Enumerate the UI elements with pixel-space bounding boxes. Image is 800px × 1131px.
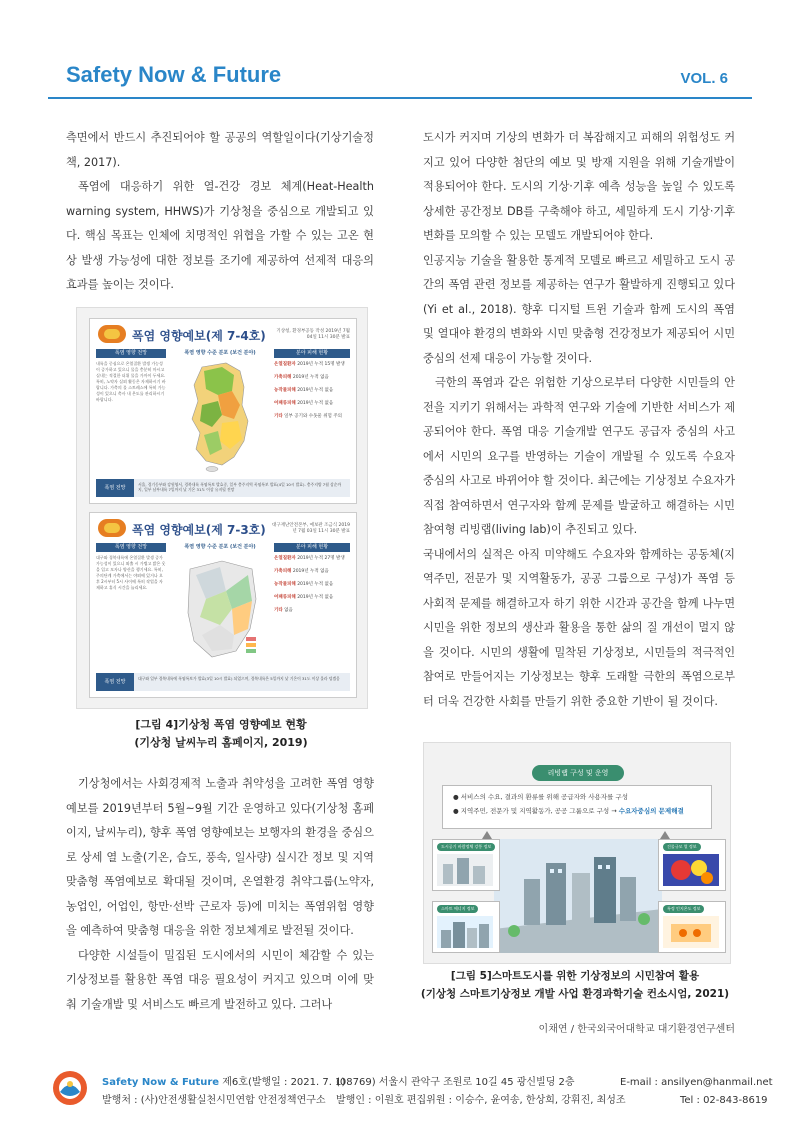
left-text: 대구와 경북내륙에 온열질환 발생 증가 가능성이 있으니 외출 시 가볍고 밝은 옷을 입고 모자나 양산을 챙기세요. 특히, 주의단계 가축에서는 야외에 있거나 오후 2시부터 5시 사이에 특히 작업을 자제하고 휴식 시간을 늘리세요. xyxy=(96,555,166,590)
damage-item: 어패류피해 2019년 누적 없음 xyxy=(274,401,334,406)
figure-4-heatwave-forecast xyxy=(76,307,368,709)
bullet-item: ● 지역주민, 전문가 및 지역활동가, 공공 그룹으로 구성 → 수요자중심의 문제해결 xyxy=(453,807,684,815)
damage-item: 온열질환자 2019년 누적 15명 발생 xyxy=(274,362,345,367)
right-header: 분야 피해 현황 xyxy=(274,543,350,552)
arrow-up-icon xyxy=(660,831,670,839)
forecast-card-7-3 xyxy=(89,512,357,698)
wind-map-icon xyxy=(437,854,493,886)
footer-label: 폭염 전망 xyxy=(96,479,134,497)
card-meta: 기상청, 환경부공동 작성 2019년 7월 04일 11시 30분 발표 xyxy=(276,329,350,340)
regional-map-icon xyxy=(182,555,262,667)
arrow-up-icon xyxy=(482,831,492,839)
page-header xyxy=(0,0,800,100)
weather-logo-icon xyxy=(98,519,126,537)
figure-4-caption xyxy=(66,716,376,752)
card-title: 폭염 영향예보(제 7-3호) xyxy=(132,523,266,537)
right-header: 분야 피해 현황 xyxy=(274,349,350,358)
header-divider xyxy=(48,97,752,99)
figure-5-caption xyxy=(410,967,740,1003)
korea-map-icon xyxy=(182,361,262,473)
caption-line: [그림 4]기상청 폭염 영향예보 현황 xyxy=(135,718,307,731)
info-panel xyxy=(432,901,500,953)
damage-item: 기타 일부 공기와 수돗물 위험 주의 xyxy=(274,414,343,419)
living-lab-box xyxy=(442,785,712,829)
forecast-card-7-4 xyxy=(89,318,357,504)
paragraph: 극한의 폭염과 같은 위험한 기상으로부터 다양한 시민들의 안전을 지키기 위해서는 과학적 연구와 기술에 기반한 서비스가 제공되어야 한다. 폭염 대응 기술개발 연구도 공급자 중심의 사고에서 시민의 요구를 반영하는 기술이 개발될 수 있도록 수요자 중심의 사고로 바뀌어야 할 것이다. 최근에는 기상정보 수요자가 직접 참여하면서 연구자와 함께 문제를 발굴하고 해결하는 시민참여형 리빙랩(living lab)이 추진되고 있다. xyxy=(423,376,735,536)
damage-item: 가축피해 2019년 누적 없음 xyxy=(274,375,329,380)
living-lab-header: 리빙랩 구성 및 운영 xyxy=(532,765,624,781)
panel-label: 도시공기 바람정체 강풍 정보 xyxy=(437,843,495,851)
bullet-item: ● 서비스의 수요, 결과의 환류를 위해 공급자와 사용자를 구성 xyxy=(453,793,628,801)
info-panel xyxy=(658,839,726,891)
damage-item: 온열질환자 2019년 누적 27명 발생 xyxy=(274,556,345,561)
card-meta: 대구재난안전본부, 예보관 조금식 2019년 7월 03일 11시 30분 발표 xyxy=(271,523,350,534)
paragraph: 기상청에서는 사회경제적 노출과 취약성을 고려한 폭염 영향예보를 2019년부터 5월~9월 기간 운영하고 있다(기상청 홈페이지, 날씨누리), 향후 폭염 영향예보는 보행자의 환경을 중심으로 상세 열 노출(기온, 습도, 풍속, 일사량) 실시간 정보 및 지역 맞춤형 폭염예보로 확대될 것이며, 온열환경 취약그룹(노약자, 농업인, 어업인, 항만·선박 근로자 등)에 미치는 폭염위험 영향을 예측하여 맞춤형 대응을 위한 정보체계로 발전될 것이다. xyxy=(66,777,374,937)
paragraph: 인공지능 기술을 활용한 통계적 모델로 빠르고 세밀하고 도시 공간의 폭염 관련 정보를 제공하는 연구가 활발하게 진행되고 있다(Yi et al., 2018). 향후 디지털 트윈 기술과 함께 도시의 폭염 및 열대야 환경의 변화와 시민 맞춤형 건강정보가 제공되어 시민 중심의 선제 대응이 가능할 것이다. xyxy=(423,253,735,365)
damage-item: 기타 없음 xyxy=(274,608,293,613)
damage-list xyxy=(274,555,350,620)
safety-org-logo-icon xyxy=(52,1070,88,1106)
left-text: 내륙을 중심으로 온열질환 발생 가능성이 증가하고 있으니 물을 충분히 마시고 실내는 적절한 더위 물을 가까이 두세요. 특히, 노약자 실외 활동은 자제하시기 바랍니다. 가축의 물 스트레스에 특히 가능성이 있으니 축사 내 온도를 관리하시기 바랍니다. xyxy=(96,361,166,402)
paragraph: 도시가 커지며 기상의 변화가 더 복잡해지고 피해의 위험성도 커지고 있어 다양한 첨단의 예보 및 방재 지원을 위해 기술개발이 적용되어야 한다. 도시의 기상·기후 예측 성능을 높일 수 있도록 상세한 공간정보 DB를 구축해야 하고, 세밀하게 도시 기상·기후 변화를 모의할 수 있는 모델도 개발되어야 한다. xyxy=(423,131,735,242)
footer-issue: Safety Now & Future 제6호(발행일 : 2021. 7. 1) xyxy=(102,1077,346,1088)
energy-city-icon xyxy=(437,916,493,948)
paragraph: 국내에서의 실적은 아직 미약해도 수요자와 함께하는 공동체(지역주민, 전문가 및 지역활동가, 공공 그룹으로 구성)가 폭염 등 사회적 문제를 해결하고자 하기 위한 시간과 공간을 함께 나누면 시민을 위한 정보의 생산과 활용을 통한 삶의 질 개선이 멀지 않을 것이다. 시민의 생활에 밀착된 기상정보, 시민들의 적극적인 참여로 만들어지는 기상정보는 향후 도래할 극한의 폭염으로부터 더욱 건강한 사회를 만들기 위한 중요한 기반이 될 것이다. xyxy=(423,547,735,708)
info-panel xyxy=(658,901,726,953)
footer-editors: 발행인 : 이원호 편집위원 : 이승수, 윤여송, 한상희, 강휘진, 최성조 xyxy=(336,1095,626,1106)
damage-item: 농작물피해 2019년 누적 없음 xyxy=(274,582,334,587)
panel-label: 특정 인지온도 정보 xyxy=(663,905,704,913)
footer-text: 대구와 일부 경북내륙에 폭염특보가 발효(3일 10시 발효) 되었으며, 경북내륙은 5일까지 낮 기온이 31도 이상 올라 덥겠음 xyxy=(138,676,340,681)
footer-address: (08769) 서울시 관악구 조원로 10길 45 광신빌딩 2층 xyxy=(336,1077,575,1088)
footer-email: E-mail : ansilyen@hanmail.net xyxy=(620,1077,773,1088)
damage-item: 농작물피해 2019년 누적 없음 xyxy=(274,388,334,393)
paragraph: 측면에서 반드시 추진되어야 할 공공의 역할일이다(기상기술정책, 2017). xyxy=(66,131,374,169)
page-footer xyxy=(0,1060,800,1131)
left-header: 폭염 영향 전망 xyxy=(96,543,166,552)
left-column-bottom xyxy=(66,772,374,1017)
paragraph: 다양한 시설들이 밀집된 도시에서의 시민이 체감할 수 있는 기상정보를 활용한 폭염 대응 필요성이 커지고 있으며 이에 맞춰 기술개발 및 서비스도 빠르게 발전하고 있다. 그러나 xyxy=(66,948,374,1011)
footer-label: 폭염 전망 xyxy=(96,673,134,691)
mid-header: 폭염 영향 수준 분포 (보건 분야) xyxy=(184,350,256,356)
caption-line: (기상청 스마트기상정보 개발 사업 환경과학기술 컨소시엄, 2021) xyxy=(420,988,730,1000)
caption-line: [그림 5]스마트도시를 위한 기상정보의 시민참여 활용 xyxy=(450,970,700,982)
caption-line: (기상청 날씨누리 홈페이지, 2019) xyxy=(134,736,308,749)
footer-publisher: 발행처 : (사)안전생활실천시민연합 안전정책연구소 xyxy=(102,1095,326,1106)
author-credit: 이채연 / 한국외국어대학교 대기환경연구센터 xyxy=(538,1024,735,1035)
damage-item: 어패류피해 2019년 누적 없음 xyxy=(274,595,334,600)
pedestrian-temp-icon xyxy=(663,916,719,948)
volume-label: VOL. 6 xyxy=(680,70,728,87)
journal-title: Safety Now & Future xyxy=(66,62,282,87)
panel-label: 스마트 에너지 정보 xyxy=(437,905,478,913)
card-footer xyxy=(96,479,350,497)
card-footer xyxy=(96,673,350,691)
weather-logo-icon xyxy=(98,325,126,343)
panel-label: 건물규모 열 정보 xyxy=(663,843,701,851)
left-header: 폭염 영향 전망 xyxy=(96,349,166,358)
info-panel xyxy=(432,839,500,891)
damage-item: 가축피해 2019년 누적 없음 xyxy=(274,569,329,574)
mid-header: 폭염 영향 수준 분포 (보건 분야) xyxy=(184,544,256,550)
damage-list xyxy=(274,361,350,426)
left-column-top xyxy=(66,126,374,298)
smart-city-illustration xyxy=(494,839,662,953)
figure-5-living-lab xyxy=(423,742,731,964)
card-title: 폭염 영향예보(제 7-4호) xyxy=(132,329,266,343)
right-column xyxy=(423,126,735,714)
heat-map-icon xyxy=(663,854,719,886)
footer-tel: Tel : 02-843-8619 xyxy=(680,1095,768,1106)
footer-text: 서울, 경기동부와 강원영서, 경북내륙 폭염특보 발효중, 일부 충주지역 폭염특보 발표(4일 10시 발효). 충주지방 7월 상순까지, 일부 남부내륙 7일까지 낮 기온 31도 이상 유지될 전망 xyxy=(138,482,342,492)
paragraph: 폭염에 대응하기 위한 열-건강 경보 체계(Heat-Health warning system, HHWS)가 기상청을 중심으로 개발되고 있다. 핵심 목표는 인체에 치명적인 위협을 가할 수 있는 고온 현상 발생 가능성에 대한 정보를 조기에 제공하여 선제적 대응의 효과를 높이는 것이다. xyxy=(66,180,374,291)
